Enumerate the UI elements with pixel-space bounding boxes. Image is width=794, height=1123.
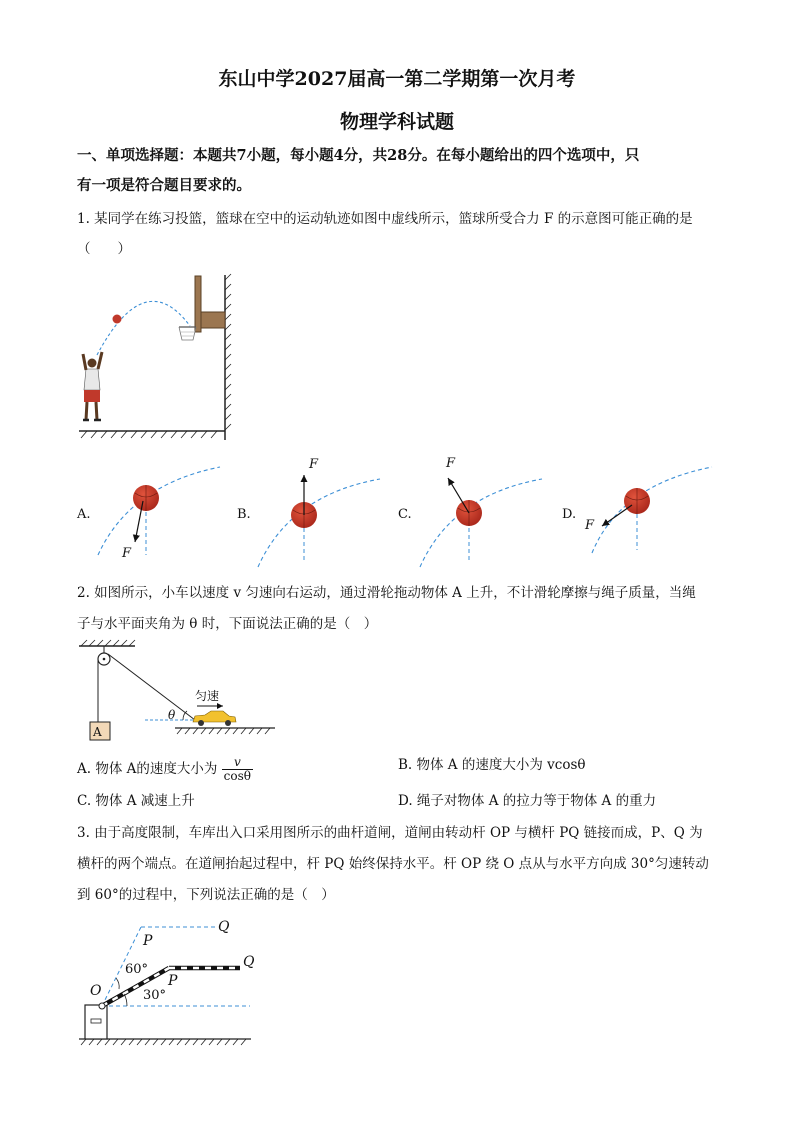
q1-option-d-force: F: [585, 518, 595, 533]
q1-option-a-label: A.: [77, 507, 91, 522]
q2-option-a-numerator: v: [222, 756, 253, 770]
q1-option-b-force: F: [309, 457, 319, 472]
q2-stem-line2: 子与水平面夹角为 θ 时，下面说法正确的是（ ）: [77, 616, 378, 632]
q1-option-figures: [0, 455, 794, 570]
q2-pulley-figure: [75, 640, 285, 750]
q3-stem-line3: 到 60°的过程中，下列说法正确的是（ ）: [77, 887, 335, 903]
q2-option-a-denominator: cosθ: [223, 769, 251, 783]
q2-option-b: B. 物体 A 的速度大小为 vcosθ: [398, 757, 586, 773]
q1-option-c-force: F: [446, 456, 456, 471]
q3-label-q-lower: Q: [243, 954, 255, 970]
q3-label-p-lower: P: [168, 973, 178, 989]
q3-angle-30: 30°: [143, 988, 167, 1003]
q2-option-a: [77, 756, 253, 783]
exam-subtitle: 物理学科试题: [339, 111, 454, 133]
q3-label-p-upper: P: [143, 933, 153, 949]
q1-option-a-force: F: [122, 546, 132, 561]
q2-block-label: A: [93, 725, 102, 739]
q2-option-a-fraction: [222, 756, 253, 783]
q1-basketball-figure: [75, 270, 235, 445]
q3-stem-line2: 横杆的两个端点。在道闸抬起过程中，杆 PQ 始终保持水平。杆 OP 绕 O 点从与水平方向成 30°匀速转动: [77, 856, 709, 872]
q2-option-a-prefix: A. 物体 A的速度大小为: [77, 761, 218, 777]
q2-stem-line1: 2. 如图所示，小车以速度 v 匀速向右运动，通过滑轮拖动物体 A 上升，不计滑轮摩擦与绳子质量，当绳: [77, 585, 696, 601]
q2-speed-label: 匀速: [195, 689, 220, 703]
section-heading-line2: 有一项是符合题目要求的。: [77, 177, 251, 194]
q2-angle-label: θ: [168, 708, 176, 722]
q1-option-b-label: B.: [237, 507, 251, 522]
q3-stem-line1: 3. 由于高度限制，车库出入口采用图所示的曲杆道闸，道闸由转动杆 OP 与横杆 PQ 链接而成，P、Q 为: [77, 825, 703, 841]
section-heading-line1: 一、单项选择题：本题共7小题，每小题4分，共28分。在每小题给出的四个选项中，只: [77, 147, 640, 164]
q3-angle-60: 60°: [125, 962, 149, 977]
q1-option-d-label: D.: [562, 507, 577, 522]
q2-option-d: D. 绳子对物体 A 的拉力等于物体 A 的重力: [398, 793, 657, 809]
q1-stem-line1: 1. 某同学在练习投篮，篮球在空中的运动轨迹如图中虚线所示，篮球所受合力 F 的示意图可能正确的是: [77, 211, 693, 227]
exam-title: 东山中学2027届高一第二学期第一次月考: [218, 68, 576, 90]
q1-stem-line2: （ ）: [77, 241, 131, 257]
q3-label-o: O: [90, 983, 102, 999]
q2-option-c: C. 物体 A 减速上升: [77, 793, 195, 809]
q3-label-q-upper: Q: [218, 919, 230, 935]
q1-option-c-label: C.: [398, 507, 412, 522]
